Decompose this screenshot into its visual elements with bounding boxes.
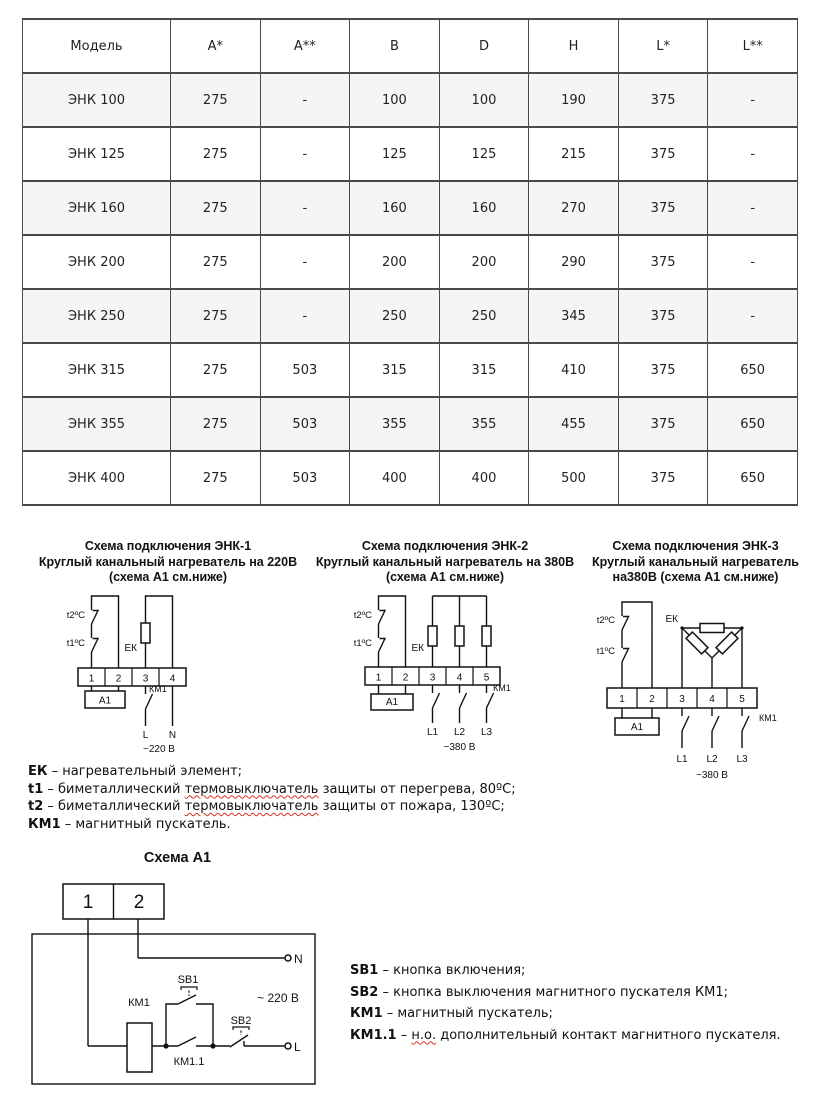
title-line: Круглый канальный нагреватель bbox=[592, 554, 799, 569]
legend-text: термовыключатель bbox=[184, 799, 319, 814]
table-cell: - bbox=[708, 73, 798, 127]
heater-resistor-right bbox=[716, 632, 738, 654]
dimensions-table bbox=[22, 18, 798, 506]
label-ek: ЕК bbox=[665, 614, 678, 625]
legend-term: КМ1 bbox=[28, 816, 61, 832]
label-n: N bbox=[294, 952, 303, 966]
legend-text: – биметаллический bbox=[43, 799, 185, 814]
table-row bbox=[23, 73, 798, 127]
heater-resistor-left bbox=[686, 632, 708, 654]
table-row bbox=[23, 451, 798, 505]
thermal-switch-t2-icon bbox=[622, 617, 629, 631]
legend-line-ek bbox=[28, 763, 516, 781]
label-l2: L2 bbox=[453, 727, 466, 738]
schematic-enk3 bbox=[580, 590, 820, 795]
heater-resistor-ek bbox=[141, 623, 150, 643]
table-row bbox=[23, 343, 798, 397]
table-cell: 375 bbox=[618, 127, 708, 181]
label-km1: КМ1 bbox=[128, 997, 150, 1009]
table-cell: 100 bbox=[350, 73, 440, 127]
junction-dot bbox=[163, 1043, 168, 1048]
table-cell: 290 bbox=[529, 235, 619, 289]
legend-term: SB2 bbox=[350, 984, 379, 1000]
legend-text: защиты от пожара, 130ºС; bbox=[318, 799, 505, 814]
schematic-a1 bbox=[20, 875, 330, 1095]
table-cell: ЭНК 250 bbox=[23, 289, 171, 343]
table-cell: 400 bbox=[350, 451, 440, 505]
legend-line-km1 bbox=[28, 816, 516, 834]
table-cell: - bbox=[260, 127, 350, 181]
junction-dot bbox=[210, 1043, 215, 1048]
legend-term: КМ1 bbox=[350, 1006, 383, 1021]
title-line: Схема подключения ЭНК-2 bbox=[361, 539, 529, 553]
thermal-switch-t1-icon bbox=[92, 639, 99, 653]
table-cell: 100 bbox=[439, 73, 529, 127]
km1-coil bbox=[127, 1023, 152, 1072]
label-t2: t2ºC bbox=[596, 615, 615, 626]
label-l2: L2 bbox=[706, 754, 718, 765]
label-t1: t1ºC bbox=[353, 638, 372, 649]
table-cell: ЭНК 355 bbox=[23, 397, 171, 451]
diagram-title-enk2 bbox=[310, 539, 580, 586]
legend-text: – bbox=[396, 1027, 412, 1043]
table-row bbox=[23, 289, 798, 343]
table-cell: - bbox=[260, 235, 350, 289]
table-cell: 125 bbox=[350, 127, 440, 181]
legend-text: н.о. bbox=[411, 1027, 437, 1043]
table-cell: ЭНК 125 bbox=[23, 127, 171, 181]
table-row bbox=[23, 235, 798, 289]
column-header: D bbox=[439, 19, 529, 73]
table-cell: 650 bbox=[708, 343, 798, 397]
legend-term: t2 bbox=[28, 799, 44, 814]
legend-line-t2 bbox=[28, 798, 516, 816]
km11-contact-icon bbox=[178, 1037, 196, 1046]
terminal-4: 4 bbox=[169, 673, 176, 685]
table-cell: 190 bbox=[529, 73, 619, 127]
table-cell: 375 bbox=[618, 451, 708, 505]
table-cell: 250 bbox=[350, 289, 440, 343]
title-line: (схема А1 см.ниже) bbox=[385, 570, 505, 584]
title-line: Схема подключения ЭНК-3 bbox=[612, 539, 779, 553]
table-cell: - bbox=[260, 181, 350, 235]
title-line: Круглый канальный нагреватель на 220В bbox=[38, 554, 298, 569]
terminal-2: 2 bbox=[133, 892, 145, 913]
legend-text: дополнительный контакт магнитного пускателя. bbox=[436, 1027, 781, 1043]
table-cell: ЭНК 400 bbox=[23, 451, 171, 505]
label-l: L bbox=[142, 730, 149, 741]
table-cell: - bbox=[708, 235, 798, 289]
table-cell: 275 bbox=[171, 343, 261, 397]
km1-contact-icon bbox=[682, 716, 749, 731]
table-cell: 200 bbox=[350, 235, 440, 289]
sb1-button-icon bbox=[178, 995, 196, 1004]
label-t1: t1ºC bbox=[596, 646, 615, 657]
terminal-3: 3 bbox=[429, 672, 436, 684]
label-n: N bbox=[168, 730, 177, 741]
label-t2: t2ºC bbox=[353, 610, 372, 621]
column-header: A* bbox=[171, 19, 261, 73]
terminal-1: 1 bbox=[82, 892, 94, 913]
table-cell: 315 bbox=[439, 343, 529, 397]
table-cell: ЭНК 100 bbox=[23, 73, 171, 127]
label-a1: А1 bbox=[385, 697, 399, 708]
table-cell: 275 bbox=[171, 181, 261, 235]
label-ek: ЕК bbox=[124, 643, 137, 654]
legend-term: ЕК bbox=[28, 764, 48, 779]
legend-text: – магнитный пускатель; bbox=[382, 1006, 553, 1021]
table-cell: 215 bbox=[529, 127, 619, 181]
junction-dot bbox=[680, 626, 683, 629]
legend-components bbox=[28, 763, 516, 833]
legend-line-km11 bbox=[350, 1025, 781, 1047]
table-cell: 275 bbox=[171, 397, 261, 451]
heater-resistor bbox=[482, 626, 491, 646]
table-cell: 275 bbox=[171, 451, 261, 505]
label-l3: L3 bbox=[736, 754, 748, 765]
table-row bbox=[23, 127, 798, 181]
legend-text: – нагревательный элемент; bbox=[47, 764, 243, 779]
table-cell: 375 bbox=[618, 397, 708, 451]
label-t1: t1ºC bbox=[66, 638, 85, 649]
label-voltage: ~380 В bbox=[443, 742, 476, 753]
terminal-5: 5 bbox=[483, 672, 490, 684]
table-row bbox=[23, 181, 798, 235]
terminal-2: 2 bbox=[649, 694, 655, 705]
sb1-actuator-icon bbox=[181, 987, 197, 990]
terminal-1: 1 bbox=[619, 694, 625, 705]
table-cell: 270 bbox=[529, 181, 619, 235]
column-header: Модель bbox=[23, 19, 171, 73]
junction-dot bbox=[740, 626, 743, 629]
table-cell: 250 bbox=[439, 289, 529, 343]
legend-text: защиты от перегрева, 80ºС; bbox=[318, 781, 516, 797]
legend-line-t1 bbox=[28, 781, 516, 799]
terminal-l bbox=[285, 1043, 291, 1049]
table-cell: ЭНК 315 bbox=[23, 343, 171, 397]
table-cell: ЭНК 200 bbox=[23, 235, 171, 289]
terminal-3: 3 bbox=[142, 673, 149, 685]
table-cell: 275 bbox=[171, 73, 261, 127]
table-row bbox=[23, 397, 798, 451]
legend-text: термовыключатель bbox=[184, 781, 319, 797]
heater-resistor-top bbox=[700, 624, 724, 633]
schematic-enk2 bbox=[340, 588, 590, 778]
label-km1: КМ1 bbox=[493, 683, 511, 693]
label-voltage: ~220 В bbox=[143, 744, 175, 755]
title-line: Круглый канальный нагреватель на 380В bbox=[315, 554, 575, 569]
diagram-title-enk3 bbox=[578, 539, 813, 586]
table-cell: 500 bbox=[529, 451, 619, 505]
legend-text: – магнитный пускатель. bbox=[60, 816, 231, 832]
heater-resistor bbox=[455, 626, 464, 646]
column-header: L* bbox=[618, 19, 708, 73]
table-cell: 503 bbox=[260, 451, 350, 505]
label-l1: L1 bbox=[676, 754, 688, 765]
table-cell: 200 bbox=[439, 235, 529, 289]
title-line: на380В (схема А1 см.ниже) bbox=[612, 570, 779, 584]
terminal-4: 4 bbox=[709, 694, 715, 705]
label-l3: L3 bbox=[480, 727, 493, 738]
legend-line-km1 bbox=[350, 1003, 781, 1025]
diagram-title-enk1 bbox=[23, 539, 313, 586]
table-cell: - bbox=[260, 73, 350, 127]
table-cell: ЭНК 160 bbox=[23, 181, 171, 235]
column-header: H bbox=[529, 19, 619, 73]
legend-line-sb2 bbox=[350, 982, 781, 1004]
legend-text: – биметаллический bbox=[43, 781, 185, 797]
label-ek: ЕК bbox=[411, 643, 424, 654]
label-km1: КМ1 bbox=[149, 684, 167, 694]
terminal-n bbox=[285, 955, 291, 961]
legend-text: – кнопка выключения магнитного пускателя КМ1; bbox=[378, 984, 729, 1000]
table-cell: 650 bbox=[708, 397, 798, 451]
thermal-switch-t1-icon bbox=[379, 639, 386, 653]
terminal-4: 4 bbox=[456, 672, 463, 684]
table-cell: 410 bbox=[529, 343, 619, 397]
legend-line-sb1 bbox=[350, 960, 781, 982]
a1-scheme-title: Схема А1 bbox=[143, 850, 212, 866]
table-cell: - bbox=[708, 181, 798, 235]
label-a1: А1 bbox=[98, 695, 112, 707]
terminal-5: 5 bbox=[739, 694, 745, 705]
thermal-switch-t1-icon bbox=[622, 649, 629, 663]
thermal-switch-t2-icon bbox=[92, 611, 99, 625]
title-line: (схема А1 см.ниже) bbox=[108, 570, 228, 584]
legend-a1-scheme bbox=[350, 960, 781, 1046]
table-cell: 375 bbox=[618, 73, 708, 127]
title-line: Схема подключения ЭНК-1 bbox=[84, 539, 252, 553]
table-cell: 355 bbox=[350, 397, 440, 451]
sb2-button-icon bbox=[230, 1035, 248, 1047]
column-header: L** bbox=[708, 19, 798, 73]
label-sb1: SB1 bbox=[177, 974, 199, 986]
table-cell: 375 bbox=[618, 289, 708, 343]
legend-term: t1 bbox=[28, 781, 44, 797]
legend-term: КМ1.1 bbox=[350, 1027, 397, 1043]
table-cell: 503 bbox=[260, 397, 350, 451]
table-cell: - bbox=[260, 289, 350, 343]
table-cell: 160 bbox=[350, 181, 440, 235]
table-header-row bbox=[23, 19, 798, 73]
column-header: B bbox=[350, 19, 440, 73]
label-t2: t2ºC bbox=[66, 610, 85, 621]
terminal-2: 2 bbox=[402, 672, 409, 684]
label-km1: КМ1 bbox=[759, 713, 777, 723]
table-cell: 125 bbox=[439, 127, 529, 181]
table-cell: 455 bbox=[529, 397, 619, 451]
table-cell: 375 bbox=[618, 235, 708, 289]
legend-term: SB1 bbox=[350, 963, 379, 978]
km1-contact-icon bbox=[146, 694, 153, 709]
terminal-1: 1 bbox=[88, 673, 95, 685]
terminal-1: 1 bbox=[375, 672, 382, 684]
heater-resistor-ek bbox=[428, 626, 437, 646]
label-l: L bbox=[294, 1040, 301, 1054]
label-l1: L1 bbox=[426, 727, 439, 738]
table-cell: 375 bbox=[618, 343, 708, 397]
table-cell: 275 bbox=[171, 289, 261, 343]
schematic-enk1 bbox=[30, 588, 280, 768]
table-cell: 400 bbox=[439, 451, 529, 505]
thermal-switch-t2-icon bbox=[379, 611, 386, 625]
table-cell: 345 bbox=[529, 289, 619, 343]
label-km11: КМ1.1 bbox=[173, 1056, 205, 1068]
label-voltage: ~ 220 В bbox=[257, 991, 299, 1005]
table-cell: 275 bbox=[171, 127, 261, 181]
table-cell: 355 bbox=[439, 397, 529, 451]
terminal-2: 2 bbox=[115, 673, 122, 685]
label-voltage: ~380 В bbox=[696, 770, 728, 781]
label-a1: А1 bbox=[630, 722, 644, 733]
table-cell: 650 bbox=[708, 451, 798, 505]
column-header: A** bbox=[260, 19, 350, 73]
table-cell: 160 bbox=[439, 181, 529, 235]
table-cell: 315 bbox=[350, 343, 440, 397]
legend-text: – кнопка включения; bbox=[378, 963, 526, 978]
table-cell: - bbox=[708, 127, 798, 181]
terminal-3: 3 bbox=[679, 694, 685, 705]
label-sb2: SB2 bbox=[230, 1015, 252, 1027]
table-cell: 275 bbox=[171, 235, 261, 289]
sb2-actuator-icon bbox=[233, 1027, 249, 1030]
km1-contact-icon bbox=[433, 693, 494, 708]
table-cell: - bbox=[708, 289, 798, 343]
table-cell: 375 bbox=[618, 181, 708, 235]
table-cell: 503 bbox=[260, 343, 350, 397]
